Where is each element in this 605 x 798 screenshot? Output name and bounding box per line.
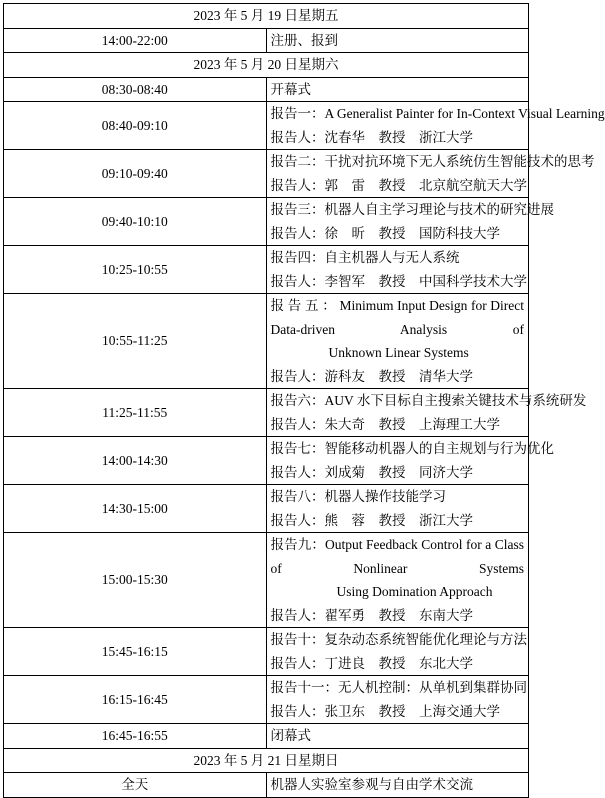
- session-row: [4, 150, 529, 198]
- session-detail: [266, 724, 529, 749]
- speaker-line: 报告人：李智军 教授 中国科学技术大学: [270, 273, 527, 289]
- session-row: [4, 246, 529, 294]
- session-time: 16:45-16:55: [4, 724, 267, 749]
- event-label: 开幕式: [270, 81, 311, 97]
- session-detail: [266, 628, 529, 676]
- session-row: [4, 724, 529, 749]
- talk-title: 报告一：A Generalist Painter for In-Context Visual Learning: [270, 106, 605, 121]
- talk-title: 报告三：机器人自主学习理论与技术的研究进展: [270, 202, 554, 217]
- session-detail: [266, 533, 529, 628]
- talk-title: 报告九：Output Feedback Control for a Class of Nonlinear Systems: [270, 537, 524, 576]
- session-time: 全天: [4, 773, 267, 798]
- speaker-line: 报告人：翟军勇 教授 东南大学: [270, 607, 473, 623]
- session-detail: [266, 102, 605, 150]
- session-time: 08:30-08:40: [4, 77, 267, 102]
- session-detail: [266, 437, 554, 485]
- session-row: [4, 198, 529, 246]
- speaker-line: 报告人：徐 昕 教授 国防科技大学: [270, 225, 500, 241]
- speaker-line: 报告人：郭 雷 教授 北京航空航天大学: [270, 177, 527, 193]
- talk-title: 报告七：智能移动机器人的自主规划与行为优化: [270, 441, 554, 456]
- speaker-line: 报告人：熊 蓉 教授 浙江大学: [270, 512, 473, 528]
- session-detail: [266, 28, 529, 53]
- schedule-table: [3, 3, 605, 798]
- session-time: 11:25-11:55: [4, 389, 267, 437]
- session-row: [4, 294, 529, 389]
- day-header: 2023 年 5 月 21 日星期日: [4, 748, 529, 773]
- talk-title-continued: Using Domination Approach: [336, 584, 493, 599]
- session-row: [4, 437, 529, 485]
- day-header-row: [4, 4, 529, 29]
- session-time: 14:00-22:00: [4, 28, 267, 53]
- session-time: 10:55-11:25: [4, 294, 267, 389]
- session-row: [4, 28, 529, 53]
- talk-title: 报 告 五 ： Minimum Input Design for Direct Data-driven Analysis of: [270, 298, 524, 337]
- session-detail: [266, 485, 529, 533]
- talk-title: 报告十一：无人机控制：从单机到集群协同: [270, 680, 527, 695]
- session-time: 15:45-16:15: [4, 628, 267, 676]
- session-row: [4, 773, 529, 798]
- talk-title: 报告十：复杂动态系统智能优化理论与方法: [270, 632, 527, 647]
- session-time: 10:25-10:55: [4, 246, 267, 294]
- session-row: [4, 485, 529, 533]
- session-time: 09:40-10:10: [4, 198, 267, 246]
- event-label: 注册、报到: [270, 32, 338, 48]
- session-detail: [266, 246, 529, 294]
- speaker-line: 报告人：朱大奇 教授 上海理工大学: [270, 416, 500, 432]
- session-time: 09:10-09:40: [4, 150, 267, 198]
- session-detail: [266, 389, 587, 437]
- session-detail: [266, 676, 529, 724]
- speaker-line: 报告人：沈春华 教授 浙江大学: [270, 129, 473, 145]
- talk-title: 报告二：干扰对抗环境下无人系统仿生智能技术的思考: [270, 154, 595, 169]
- session-time: 14:00-14:30: [4, 437, 267, 485]
- day-header: 2023 年 5 月 19 日星期五: [4, 4, 529, 29]
- talk-title: 报告四：自主机器人与无人系统: [270, 250, 460, 265]
- session-time: 14:30-15:00: [4, 485, 267, 533]
- session-detail: [266, 150, 595, 198]
- session-row: [4, 77, 529, 102]
- session-detail: [266, 198, 554, 246]
- day-header: 2023 年 5 月 20 日星期六: [4, 53, 529, 78]
- event-label: 机器人实验室参观与自由学术交流: [270, 777, 473, 792]
- session-row: [4, 389, 529, 437]
- talk-title: 报告八：机器人操作技能学习: [270, 489, 446, 504]
- session-detail: [266, 773, 529, 798]
- session-detail: [266, 77, 529, 102]
- day-header-row: [4, 748, 529, 773]
- session-time: 08:40-09:10: [4, 102, 267, 150]
- talk-title-continued: Unknown Linear Systems: [328, 345, 469, 360]
- day-header-row: [4, 53, 529, 78]
- session-row: [4, 676, 529, 724]
- session-row: [4, 102, 529, 150]
- session-row: [4, 533, 529, 628]
- session-row: [4, 628, 529, 676]
- session-detail: [266, 294, 529, 389]
- schedule-body: [4, 4, 605, 798]
- speaker-line: 报告人：游科友 教授 清华大学: [270, 368, 473, 384]
- session-time: 15:00-15:30: [4, 533, 267, 628]
- talk-title: 报告六：AUV 水下目标自主搜索关键技术与系统研发: [270, 393, 587, 408]
- speaker-line: 报告人：刘成菊 教授 同济大学: [270, 464, 473, 480]
- event-label: 闭幕式: [270, 728, 311, 743]
- speaker-line: 报告人：张卫东 教授 上海交通大学: [270, 703, 500, 719]
- speaker-line: 报告人：丁进良 教授 东北大学: [270, 655, 473, 671]
- session-time: 16:15-16:45: [4, 676, 267, 724]
